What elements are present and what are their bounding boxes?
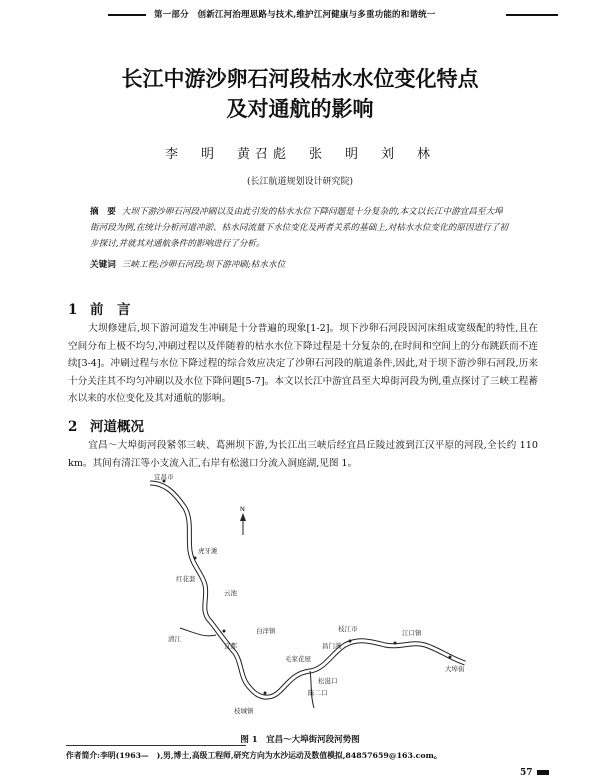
yangtze-river — [150, 483, 465, 697]
header-text: 第一部分 创新江河治理思路与技术,维护江河健康与多重功能的和谐统一 — [154, 10, 436, 20]
author-footnote: 作者简介:李明(1963— ),男,博士,高级工程师,研究方向为水沙运动及数值模拟,84857659@163.com。 — [66, 751, 442, 760]
page-number — [520, 768, 549, 778]
header-rule-left — [108, 14, 146, 16]
label-chen-erkou: 陈二口 — [308, 689, 328, 697]
title-line-2: 及对通航的影响 — [226, 96, 374, 121]
section-2-title: 河道概况 — [90, 419, 144, 435]
abstract — [90, 204, 510, 252]
header-rule-right — [506, 14, 558, 16]
section-2-number: 2 — [68, 419, 78, 435]
page-number-mark — [537, 770, 549, 775]
label-maojiahuawu: 毛家花屋 — [285, 655, 311, 663]
label-zhicheng: 枝城镇 — [234, 707, 254, 715]
section-1-heading — [68, 298, 131, 318]
running-header — [108, 8, 558, 22]
label-huyatan: 虎牙滩 — [198, 547, 218, 555]
abstract-text: 大坝下游沙卵石河段冲刷以及由此引发的枯水水位下降问题是十分复杂的,本文以长江中游宜昌至大埠街河段为例,在统计分析河道冲淤、枯水同流量下水位变化及两者关系的基础上,对枯水水位变化的原因进行了初步探讨,并就其对通航条件的影响进行了分析。 — [90, 207, 508, 249]
keywords-text: 三峡工程;沙卵石河段;坝下游冲刷;枯水水位 — [121, 260, 286, 270]
abstract-label: 摘 要 — [90, 207, 116, 217]
river-map — [150, 473, 480, 731]
page-number-text: 57 — [520, 768, 533, 778]
label-honghuatao: 红花套 — [176, 575, 196, 583]
label-yunchi: 云池 — [224, 589, 237, 597]
section-1-title: 前 言 — [90, 302, 131, 318]
keywords-label: 关键词 — [90, 260, 116, 270]
section-2-paragraph — [68, 437, 538, 472]
label-yidu: 宜都 — [224, 642, 237, 650]
label-yichang: 宜昌市 — [154, 473, 174, 481]
keywords — [90, 258, 510, 270]
paper-title — [0, 64, 600, 124]
figure-caption: 图 1 宜昌～大埠街河段河势图 — [240, 735, 360, 745]
label-baiyang: 白洋镇 — [256, 627, 276, 635]
north-arrow — [240, 505, 246, 535]
section-1-text: 大坝修建后,坝下游河道发生冲刷是十分普遍的现象[1-2]。坝下沙卵石河段因河床组成宽级配的特性,且在空间分布上极不均匀,冲刷过程以及伴随着的枯水水位下降过程是十分复杂的,在时间和空间上的分布跳跃而不连续[3-4]。冲刷过程与水位下降过程的综合效应决定了沙卵石河段的航道条件,因此,对于坝下游沙卵石河段,历来十分关注其不均匀冲刷以及水位下降问题[5-7]。本文以长江中游宜昌至大埠街河段为例,重点探讨了三峡工程蓄水以来的水位变化及其对通航的影响。 — [68, 323, 538, 404]
north-label: N — [240, 505, 245, 513]
label-qingjiang: 清江 — [168, 635, 181, 643]
label-dabujie: 大埠街 — [445, 665, 465, 673]
footnote-rule — [66, 745, 246, 746]
section-1-number: 1 — [68, 302, 78, 318]
section-2-text: 宜昌～大埠街河段紧邻三峡、葛洲坝下游,为长江出三峡后经宜昌丘陵过渡到江汉平原的河段,全长约 110 km。其间有清江等小支流入汇,右岸有松滋口分流入洞庭湖,见图 1。 — [68, 440, 538, 469]
label-changmen: 昌门溪 — [322, 642, 342, 650]
section-1-paragraph — [68, 320, 538, 408]
label-zhijiang: 枝江市 — [338, 625, 358, 633]
title-line-1: 长江中游沙卵石河段枯水水位变化特点 — [121, 66, 479, 91]
authors: 李 明 黄召彪 张 明 刘 林 — [164, 147, 435, 162]
section-2-heading — [68, 415, 144, 435]
affiliation: (长江航道规划设计研究院) — [246, 177, 354, 187]
label-jiangkou: 江口镇 — [402, 629, 422, 637]
qingjiang-tributary — [180, 628, 216, 636]
label-songzikou: 松滋口 — [318, 677, 338, 685]
